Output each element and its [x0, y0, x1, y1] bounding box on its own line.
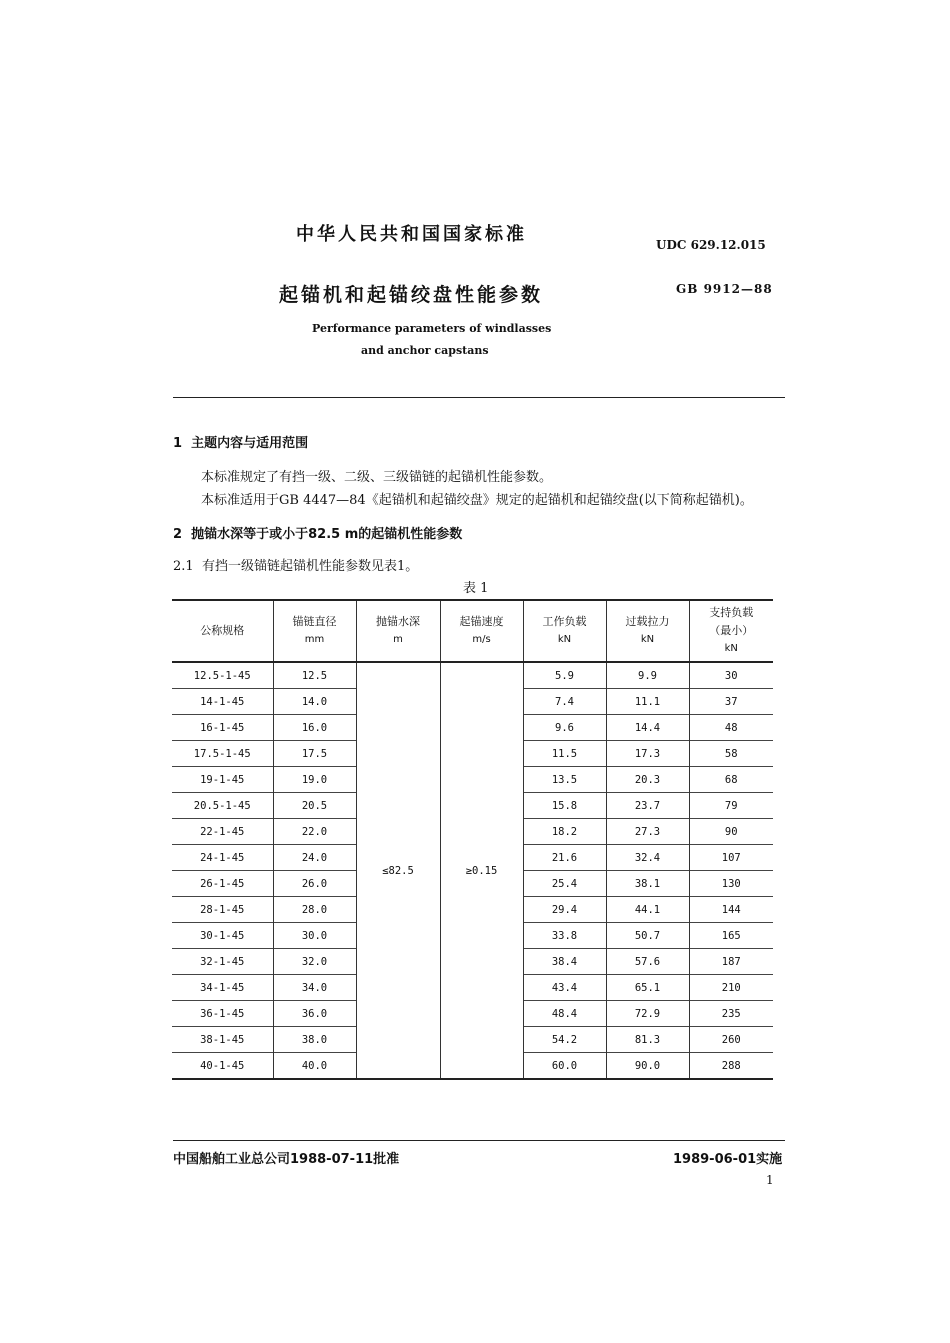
cell-anchor-depth: ≤82.5 [356, 662, 440, 1079]
cell-overload-pull: 90.0 [606, 1053, 689, 1080]
cell-spec: 22-1-45 [200, 825, 245, 838]
cell-working-load: 21.6 [523, 845, 606, 871]
gb-number: GB 9912—88 [676, 282, 773, 296]
header-chain-diameter: 锚链直径 mm [273, 600, 356, 662]
cell-holding-load: 68 [689, 767, 773, 793]
cell-chain-diameter: 40.0 [273, 1053, 356, 1080]
cell-chain-diameter: 32.0 [273, 949, 356, 975]
cell-holding-load: 260 [689, 1027, 773, 1053]
cell-spec: 17.5-1-45 [193, 747, 251, 760]
cell-overload-pull: 20.3 [606, 767, 689, 793]
cell-working-load: 18.2 [523, 819, 606, 845]
cell-working-load: 9.6 [523, 715, 606, 741]
section-1-heading: 1 主题内容与适用范围 [173, 436, 309, 451]
cell-spec: 28-1-45 [200, 903, 245, 916]
cell-spec: 34-1-45 [200, 981, 245, 994]
cell-chain-diameter: 38.0 [273, 1027, 356, 1053]
table-header-row [172, 600, 773, 662]
cell-overload-pull: 38.1 [606, 871, 689, 897]
cell-spec: 16-1-45 [200, 721, 245, 734]
cell-spec: 24-1-45 [200, 851, 245, 864]
cell-overload-pull: 27.3 [606, 819, 689, 845]
cell-holding-load: 210 [689, 975, 773, 1001]
cell-spec: 26-1-45 [200, 877, 245, 890]
cell-chain-diameter: 28.0 [273, 897, 356, 923]
cell-spec: 20.5-1-45 [193, 799, 251, 812]
cell-overload-pull: 11.1 [606, 689, 689, 715]
cell-working-load: 25.4 [523, 871, 606, 897]
cell-holding-load: 37 [689, 689, 773, 715]
cell-working-load: 5.9 [523, 662, 606, 689]
header-holding-load: 支持负载 （最小） kN [689, 600, 773, 662]
cell-chain-diameter: 36.0 [273, 1001, 356, 1027]
cell-spec: 30-1-45 [200, 929, 245, 942]
cell-overload-pull: 57.6 [606, 949, 689, 975]
header-working-load: 工作负载 kN [523, 600, 606, 662]
cell-spec: 40-1-45 [200, 1059, 245, 1072]
section-2-heading: 2 抛锚水深等于或小于82.5 m的起锚机性能参数 [173, 527, 463, 542]
cell-working-load: 7.4 [523, 689, 606, 715]
cell-chain-diameter: 17.5 [273, 741, 356, 767]
section-1-paragraph-2: 本标准适用于GB 4447—84《起锚机和起锚绞盘》规定的起锚机和起锚绞盘(以下简称起锚机)。 [201, 493, 753, 508]
cell-overload-pull: 9.9 [606, 662, 689, 689]
table-row [172, 662, 773, 689]
footer-divider [173, 1140, 785, 1141]
cell-chain-diameter: 30.0 [273, 923, 356, 949]
cell-holding-load: 187 [689, 949, 773, 975]
section-1-paragraph-1: 本标准规定了有挡一级、二级、三级锚链的起锚机性能参数。 [201, 470, 553, 485]
cell-spec: 12.5-1-45 [193, 669, 251, 682]
cell-chain-diameter: 14.0 [273, 689, 356, 715]
document-title-en-line2: and anchor capstans [361, 344, 489, 357]
section-2-1-text: 2.1 有挡一级锚链起锚机性能参数见表1。 [173, 559, 419, 574]
cell-overload-pull: 14.4 [606, 715, 689, 741]
header-nominal-spec: 公称规格 [200, 624, 245, 637]
cell-holding-load: 288 [689, 1053, 773, 1080]
cell-working-load: 15.8 [523, 793, 606, 819]
cell-working-load: 13.5 [523, 767, 606, 793]
cell-chain-diameter: 16.0 [273, 715, 356, 741]
cell-hoisting-speed: ≥0.15 [440, 662, 523, 1079]
cell-spec: 36-1-45 [200, 1007, 245, 1020]
udc-code: UDC 629.12.015 [656, 238, 766, 252]
cell-holding-load: 30 [689, 662, 773, 689]
cell-chain-diameter: 34.0 [273, 975, 356, 1001]
cell-spec: 38-1-45 [200, 1033, 245, 1046]
cell-working-load: 43.4 [523, 975, 606, 1001]
page-number: 1 [766, 1173, 774, 1187]
cell-holding-load: 90 [689, 819, 773, 845]
header-hoisting-speed: 起锚速度 m/s [440, 600, 523, 662]
cell-chain-diameter: 20.5 [273, 793, 356, 819]
cell-holding-load: 130 [689, 871, 773, 897]
cell-holding-load: 165 [689, 923, 773, 949]
cell-working-load: 48.4 [523, 1001, 606, 1027]
cell-overload-pull: 72.9 [606, 1001, 689, 1027]
cell-holding-load: 235 [689, 1001, 773, 1027]
cell-holding-load: 107 [689, 845, 773, 871]
cell-holding-load: 79 [689, 793, 773, 819]
performance-table [172, 599, 773, 1080]
cell-overload-pull: 17.3 [606, 741, 689, 767]
cell-chain-diameter: 24.0 [273, 845, 356, 871]
cell-overload-pull: 81.3 [606, 1027, 689, 1053]
cell-overload-pull: 32.4 [606, 845, 689, 871]
cell-overload-pull: 23.7 [606, 793, 689, 819]
cell-chain-diameter: 19.0 [273, 767, 356, 793]
cell-working-load: 38.4 [523, 949, 606, 975]
cell-spec: 14-1-45 [200, 695, 245, 708]
header-divider [173, 397, 785, 398]
table-caption: 表 1 [463, 581, 489, 596]
cell-working-load: 60.0 [523, 1053, 606, 1080]
effective-date: 1989-06-01实施 [673, 1152, 783, 1167]
cell-spec: 19-1-45 [200, 773, 245, 786]
approval-note: 中国船舶工业总公司1988-07-11批准 [173, 1152, 400, 1167]
document-title-cn: 起锚机和起锚绞盘性能参数 [279, 284, 544, 306]
document-title-en-line1: Performance parameters of windlasses [312, 322, 552, 335]
cell-working-load: 11.5 [523, 741, 606, 767]
cell-spec: 32-1-45 [200, 955, 245, 968]
cell-working-load: 29.4 [523, 897, 606, 923]
cell-holding-load: 58 [689, 741, 773, 767]
header-overload-pull: 过载拉力 kN [606, 600, 689, 662]
cell-holding-load: 48 [689, 715, 773, 741]
cell-chain-diameter: 12.5 [273, 662, 356, 689]
cell-overload-pull: 44.1 [606, 897, 689, 923]
cell-chain-diameter: 22.0 [273, 819, 356, 845]
national-standard-title: 中华人民共和国国家标准 [296, 224, 527, 245]
cell-overload-pull: 50.7 [606, 923, 689, 949]
header-anchor-depth: 抛锚水深 m [356, 600, 440, 662]
cell-working-load: 54.2 [523, 1027, 606, 1053]
cell-holding-load: 144 [689, 897, 773, 923]
cell-chain-diameter: 26.0 [273, 871, 356, 897]
cell-overload-pull: 65.1 [606, 975, 689, 1001]
cell-working-load: 33.8 [523, 923, 606, 949]
